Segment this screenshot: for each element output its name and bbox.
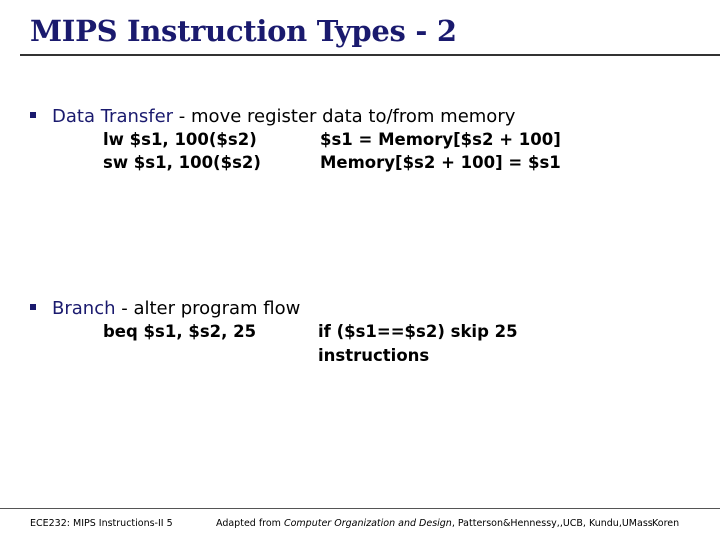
footer-course: ECE232: MIPS Instructions-II 5 <box>30 518 173 529</box>
instruction-meaning: $s1 = Memory[$s2 + 100] <box>320 130 561 149</box>
bullet-term: Data Transfer <box>52 106 174 127</box>
bullet-square-icon <box>30 304 36 310</box>
slide-title: MIPS Instruction Types - 2 <box>30 14 457 48</box>
title-divider <box>20 54 720 56</box>
instruction-meaning: if ($s1==$s2) skip 25 <box>318 322 518 341</box>
bullet-data-transfer <box>30 106 515 128</box>
footer-attribution-suffix: , Patterson&Hennessy,,UCB, Kundu,UMass <box>451 518 653 529</box>
bullet-description: - alter program flow <box>115 298 301 319</box>
footer-attribution-prefix: Adapted from <box>216 518 284 529</box>
instruction-code: sw $s1, 100($s2) <box>103 153 261 172</box>
footer-attribution <box>216 518 653 529</box>
bullet-term: Branch <box>52 298 116 319</box>
bullet-square-icon <box>30 112 36 118</box>
footer-author: Koren <box>652 518 680 529</box>
instruction-code: lw $s1, 100($s2) <box>103 130 257 149</box>
bullet-branch <box>30 298 300 320</box>
footer-book-title: Computer Organization and Design <box>283 518 452 529</box>
footer-divider <box>0 508 720 509</box>
instruction-meaning: Memory[$s2 + 100] = $s1 <box>320 153 561 172</box>
instruction-meaning: instructions <box>318 346 430 365</box>
bullet-description: - move register data to/from memory <box>173 106 516 127</box>
instruction-code: beq $s1, $s2, 25 <box>103 322 257 341</box>
